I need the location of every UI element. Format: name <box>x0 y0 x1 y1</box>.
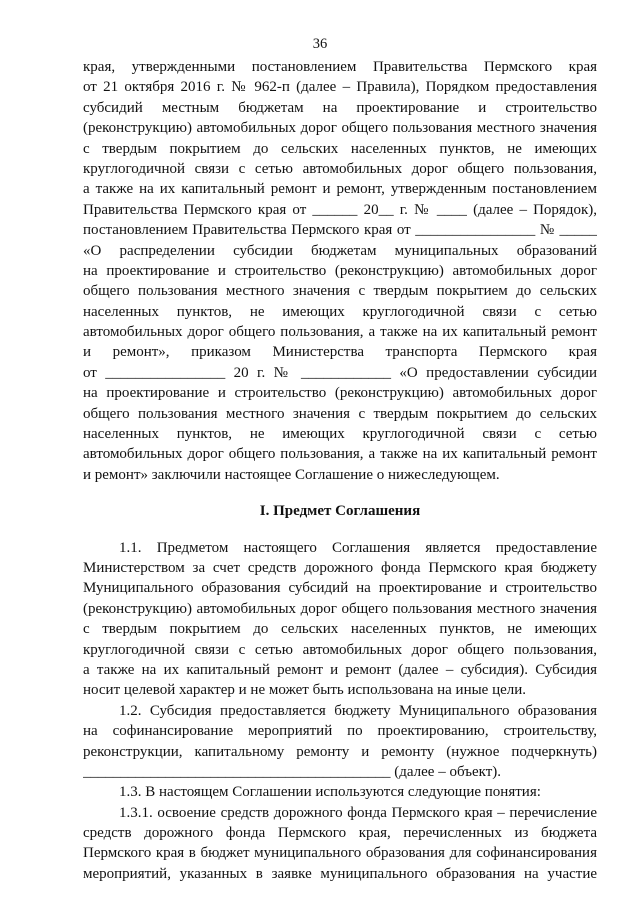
text-line: от ________________ 20 г. № ____________ «О предоставлении субсидии <box>83 364 597 381</box>
paragraph-1-1 <box>83 538 597 701</box>
text-line: и ремонт» заключили настоящее Соглашение о нижеследующем. <box>83 466 500 483</box>
text-line: (реконструкцию) автомобильных дорог общего пользования местного значения <box>83 600 597 617</box>
text-line: «О распределении субсидии бюджетам муниципальных образований <box>83 242 597 259</box>
text-line: на проектирование и строительство (реконструкцию) автомобильных дорог <box>83 262 597 279</box>
text-line: 1.3.1. освоение средств дорожного фонда Пермского края – перечисление <box>119 804 597 821</box>
text-line: а также на их капитальный ремонт и ремонт (далее – субсидия). Субсидия <box>83 661 597 678</box>
paragraph-1-2 <box>83 701 597 783</box>
text-line: на проектирование и строительство (реконструкцию) автомобильных дорог <box>83 385 597 402</box>
text-line: автомобильных дорог общего пользования, а также на их капитальный ремонт <box>83 446 597 463</box>
text-line: постановлением Правительства Пермского края от ________________ № _____ <box>83 222 597 239</box>
document-body <box>83 57 597 884</box>
text-line: мероприятий, указанных в заявке муниципального образования на участие <box>83 865 597 882</box>
text-line: с твердым покрытием до сельских населенных пунктов, не имеющих <box>83 621 597 638</box>
text-line: автомобильных дорог общего пользования, а также на их капитальный ремонт <box>83 324 597 341</box>
text-line: субсидий местным бюджетам на проектирование и строительство <box>83 99 597 116</box>
text-line: (реконструкцию) автомобильных дорог общего пользования местного значения <box>83 120 597 137</box>
text-line: Правительства Пермского края от ______ 20__ г. № ____ (далее – Порядок), <box>83 201 597 218</box>
text-line: на софинансирование мероприятий по проектированию, строительству, <box>83 723 597 740</box>
text-line: 1.1. Предметом настоящего Соглашения является предоставление <box>119 539 597 556</box>
text-line: _________________________________________ (далее – объект). <box>83 763 502 780</box>
text-line: Пермского края в бюджет муниципального образования для софинансирования <box>83 845 597 862</box>
text-line: 1.2. Субсидия предоставляется бюджету Муниципального образования <box>119 702 597 719</box>
text-line: с твердым покрытием до сельских населенных пунктов, не имеющих <box>83 140 597 157</box>
paragraph-intro <box>83 57 597 485</box>
text-line: круглогодичной связи с сетью автомобильных дорог общего пользования, <box>83 160 597 177</box>
section-heading: I. Предмет Соглашения <box>259 503 421 520</box>
text-line: Муниципального образования субсидий на проектирование и строительство <box>83 580 597 597</box>
text-line: и ремонт», приказом Министерства транспорта Пермского края <box>83 344 597 361</box>
text-line: общего пользования местного значения с твердым покрытием до сельских <box>83 405 597 422</box>
text-line: общего пользования местного значения с твердым покрытием до сельских <box>83 283 597 300</box>
text-line: носит целевой характер и не может быть использована на иные цели. <box>83 682 527 699</box>
text-line: населенных пунктов, не имеющих круглогодичной связи с сетью <box>83 303 597 320</box>
text-line: а также на их капитальный ремонт и ремонт, утвержденным постановлением <box>83 181 597 198</box>
text-line: средств дорожного фонда Пермского края, перечисленных из бюджета <box>83 825 597 842</box>
text-line: реконструкции, капитальному ремонту и ремонту (нужное подчеркнуть) <box>83 743 597 760</box>
page-number: 36 <box>312 36 328 52</box>
text-line: 1.3. В настоящем Соглашении используются следующие понятия: <box>119 784 541 801</box>
text-line: Министерством за счет средств дорожного фонда Пермского края бюджету <box>83 559 597 576</box>
text-line: населенных пунктов, не имеющих круглогодичной связи с сетью <box>83 426 597 443</box>
text-line: от 21 октября 2016 г. № 962-п (далее – Правила), Порядком предоставления <box>83 79 597 96</box>
paragraph-1-3 <box>83 782 597 802</box>
paragraph-1-3-1 <box>83 803 597 885</box>
text-line: круглогодичной связи с сетью автомобильных дорог общего пользования, <box>83 641 597 658</box>
text-line: края, утвержденными постановлением Правительства Пермского края <box>83 59 597 75</box>
